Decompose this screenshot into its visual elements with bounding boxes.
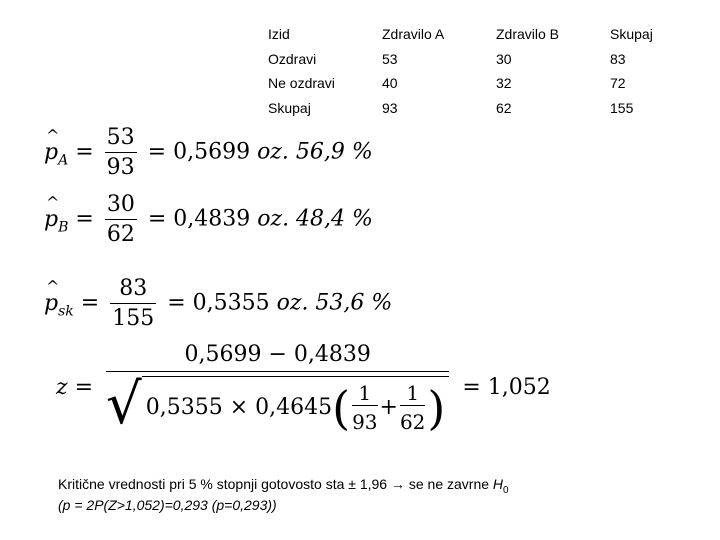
subscript: A bbox=[58, 152, 69, 169]
fraction-denominator: 155 bbox=[110, 303, 156, 331]
table-header-zdravilo-a: Zdravilo A bbox=[382, 26, 445, 42]
h-symbol: H bbox=[492, 476, 504, 492]
h-subscript: 0 bbox=[503, 484, 509, 496]
equation-p-sk bbox=[44, 276, 392, 331]
sqrt-icon: √ bbox=[106, 372, 142, 437]
equation-p-a bbox=[44, 125, 373, 180]
table-cell: 93 bbox=[382, 99, 398, 116]
table-column-skupaj bbox=[610, 22, 653, 120]
table-column-izid bbox=[268, 22, 335, 120]
equation-z bbox=[56, 342, 551, 437]
equation-result: = 0,5699 bbox=[147, 139, 251, 165]
fraction-denominator: 93 bbox=[352, 405, 377, 434]
radicand-product: 0,5355 × 0,4645 bbox=[145, 395, 333, 420]
equals-sign: = bbox=[80, 290, 100, 316]
equation-percent: oz. 48,4 % bbox=[257, 206, 373, 232]
table-cell: 83 bbox=[610, 50, 626, 67]
p-value-note: (p = 2P(Z>1,052)=0,293 (p=0,293)) bbox=[58, 497, 277, 513]
fraction-numerator: 30 bbox=[106, 192, 135, 217]
table-cell: 30 bbox=[496, 50, 512, 67]
table-header-zdravilo-b: Zdravilo B bbox=[496, 26, 560, 42]
equation-p-b bbox=[44, 192, 373, 247]
table-row-label-skupaj: Skupaj bbox=[268, 99, 311, 116]
table-cell: 40 bbox=[382, 75, 398, 91]
z-result: = 1,052 bbox=[462, 375, 551, 400]
p-hat-symbol: ^ p bbox=[44, 291, 58, 316]
p-hat-symbol: ^ p bbox=[44, 140, 58, 165]
plus-sign: + bbox=[379, 395, 398, 420]
table-cell: 53 bbox=[382, 50, 398, 67]
subscript: B bbox=[58, 219, 69, 236]
fraction-one-over-93 bbox=[352, 381, 377, 434]
equals-sign: = bbox=[75, 139, 94, 165]
fraction-denominator: 62 bbox=[400, 405, 425, 434]
table-cell: 155 bbox=[610, 99, 634, 116]
fraction bbox=[105, 192, 137, 247]
critical-values-text: Kritične vrednosti pri 5 % stopnji gotovosto sta ± 1,96 → se ne zavrne bbox=[58, 476, 493, 492]
fraction-numerator: 1 bbox=[358, 381, 372, 405]
subscript: sk bbox=[58, 303, 74, 320]
table-column-zdravilo-a bbox=[382, 22, 444, 120]
equation-result: = 0,5355 bbox=[167, 290, 270, 316]
critical-values-note bbox=[58, 476, 509, 496]
z-fraction bbox=[106, 342, 449, 437]
table-cell: 32 bbox=[496, 75, 512, 91]
z-denominator bbox=[106, 371, 449, 437]
fraction-denominator: 62 bbox=[105, 219, 137, 247]
fraction-numerator: 53 bbox=[106, 125, 135, 150]
table-header-izid: Izid bbox=[268, 26, 290, 42]
radicand bbox=[142, 376, 450, 434]
fraction bbox=[105, 125, 137, 180]
fraction-numerator: 1 bbox=[406, 381, 420, 405]
fraction-denominator: 93 bbox=[105, 152, 137, 180]
fraction bbox=[110, 276, 156, 331]
z-numerator: 0,5699 − 0,4839 bbox=[184, 342, 371, 367]
table-row-label-ne-ozdravi: Ne ozdravi bbox=[268, 75, 335, 91]
equals-sign: = bbox=[74, 375, 94, 400]
table-header-skupaj: Skupaj bbox=[610, 26, 653, 42]
equation-result: = 0,4839 bbox=[147, 206, 251, 232]
table-row-label-ozdravi: Ozdravi bbox=[268, 50, 317, 67]
equals-sign: = bbox=[75, 206, 94, 232]
fraction-numerator: 83 bbox=[119, 276, 148, 301]
z-symbol: z bbox=[56, 375, 68, 400]
table-cell: 62 bbox=[496, 99, 512, 116]
right-paren: ) bbox=[427, 380, 446, 435]
p-hat-symbol: ^ p bbox=[44, 207, 58, 232]
table-column-zdravilo-b bbox=[496, 22, 559, 120]
equation-percent: oz. 56,9 % bbox=[257, 139, 373, 165]
table-cell: 72 bbox=[610, 75, 626, 91]
fraction-one-over-62 bbox=[400, 381, 425, 434]
equation-percent: oz. 53,6 % bbox=[276, 290, 393, 316]
left-paren: ( bbox=[332, 380, 351, 435]
